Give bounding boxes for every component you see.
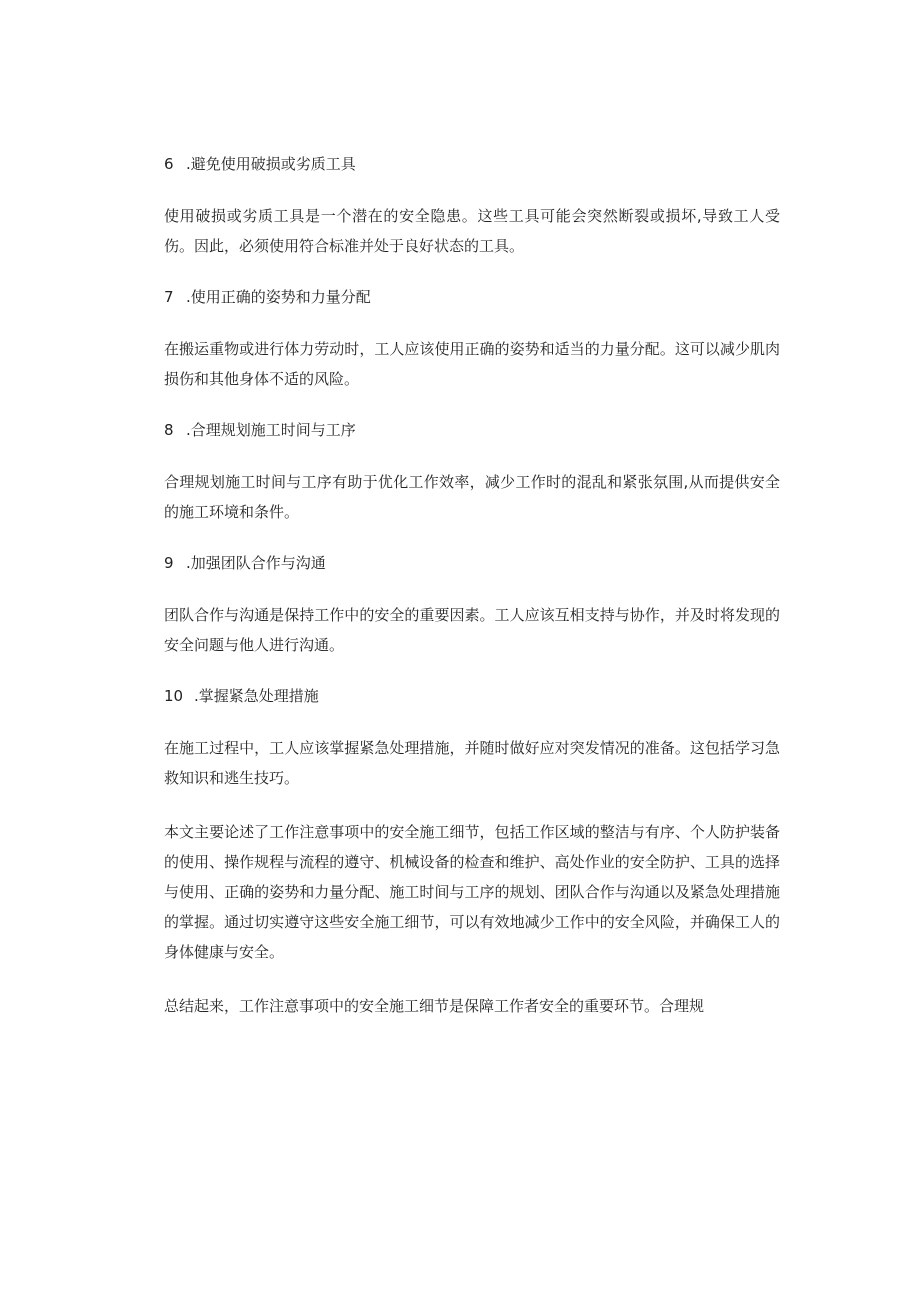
section-number: 9 — [164, 554, 174, 572]
section-heading-8 — [164, 418, 780, 442]
section-body-7: 在搬运重物或进行体力劳动时，工人应该使用正确的姿势和适当的力量分配。这可以减少肌肉损伤和其他身体不适的风险。 — [164, 340, 780, 388]
summary-paragraph: 本文主要论述了工作注意事项中的安全施工细节，包括工作区域的整洁与有序、个人防护装备的使用、操作规程与流程的遵守、机械设备的检查和维护、高处作业的安全防护、工具的选择与使用、正确的姿势和力量分配、施工时间与工序的规划、团队合作与沟通以及紧急处理措施的掌握。通过切实遵守这些安全施工细节，可以有效地减少工作中的安全风险，并确保工人的身体健康与安全。 — [164, 823, 780, 961]
section-heading-10 — [164, 684, 780, 708]
section-body-9: 团队合作与沟通是保持工作中的安全的重要因素。工人应该互相支持与协作，并及时将发现的安全问题与他人进行沟通。 — [164, 606, 780, 654]
section-number: 6 — [164, 155, 174, 173]
section-body-6: 使用破损或劣质工具是一个潜在的安全隐患。这些工具可能会突然断裂或损坏,导致工人受伤。因此，必须使用符合标准并处于良好状态的工具。 — [164, 207, 780, 255]
section-title: .加强团队合作与沟通 — [186, 554, 326, 572]
section-title: .使用正确的姿势和力量分配 — [186, 288, 371, 306]
section-body-10: 在施工过程中，工人应该掌握紧急处理措施，并随时做好应对突发情况的准备。这包括学习急救知识和逃生技巧。 — [164, 739, 780, 787]
conclusion-paragraph: 总结起来，工作注意事项中的安全施工细节是保障工作者安全的重要环节。合理规 — [164, 997, 705, 1015]
section-heading-6 — [164, 152, 780, 176]
section-title: .掌握紧急处理措施 — [194, 687, 319, 705]
section-body-8: 合理规划施工时间与工序有助于优化工作效率，减少工作时的混乱和紧张氛围,从而提供安全的施工环境和条件。 — [164, 473, 780, 521]
section-number: 8 — [164, 421, 174, 439]
section-title: .避免使用破损或劣质工具 — [186, 155, 356, 173]
section-heading-7 — [164, 285, 780, 309]
section-number: 7 — [164, 288, 174, 306]
section-heading-9 — [164, 551, 780, 575]
document-content — [164, 152, 780, 1021]
section-title: .合理规划施工时间与工序 — [186, 421, 356, 439]
section-number: 10 — [164, 687, 184, 705]
